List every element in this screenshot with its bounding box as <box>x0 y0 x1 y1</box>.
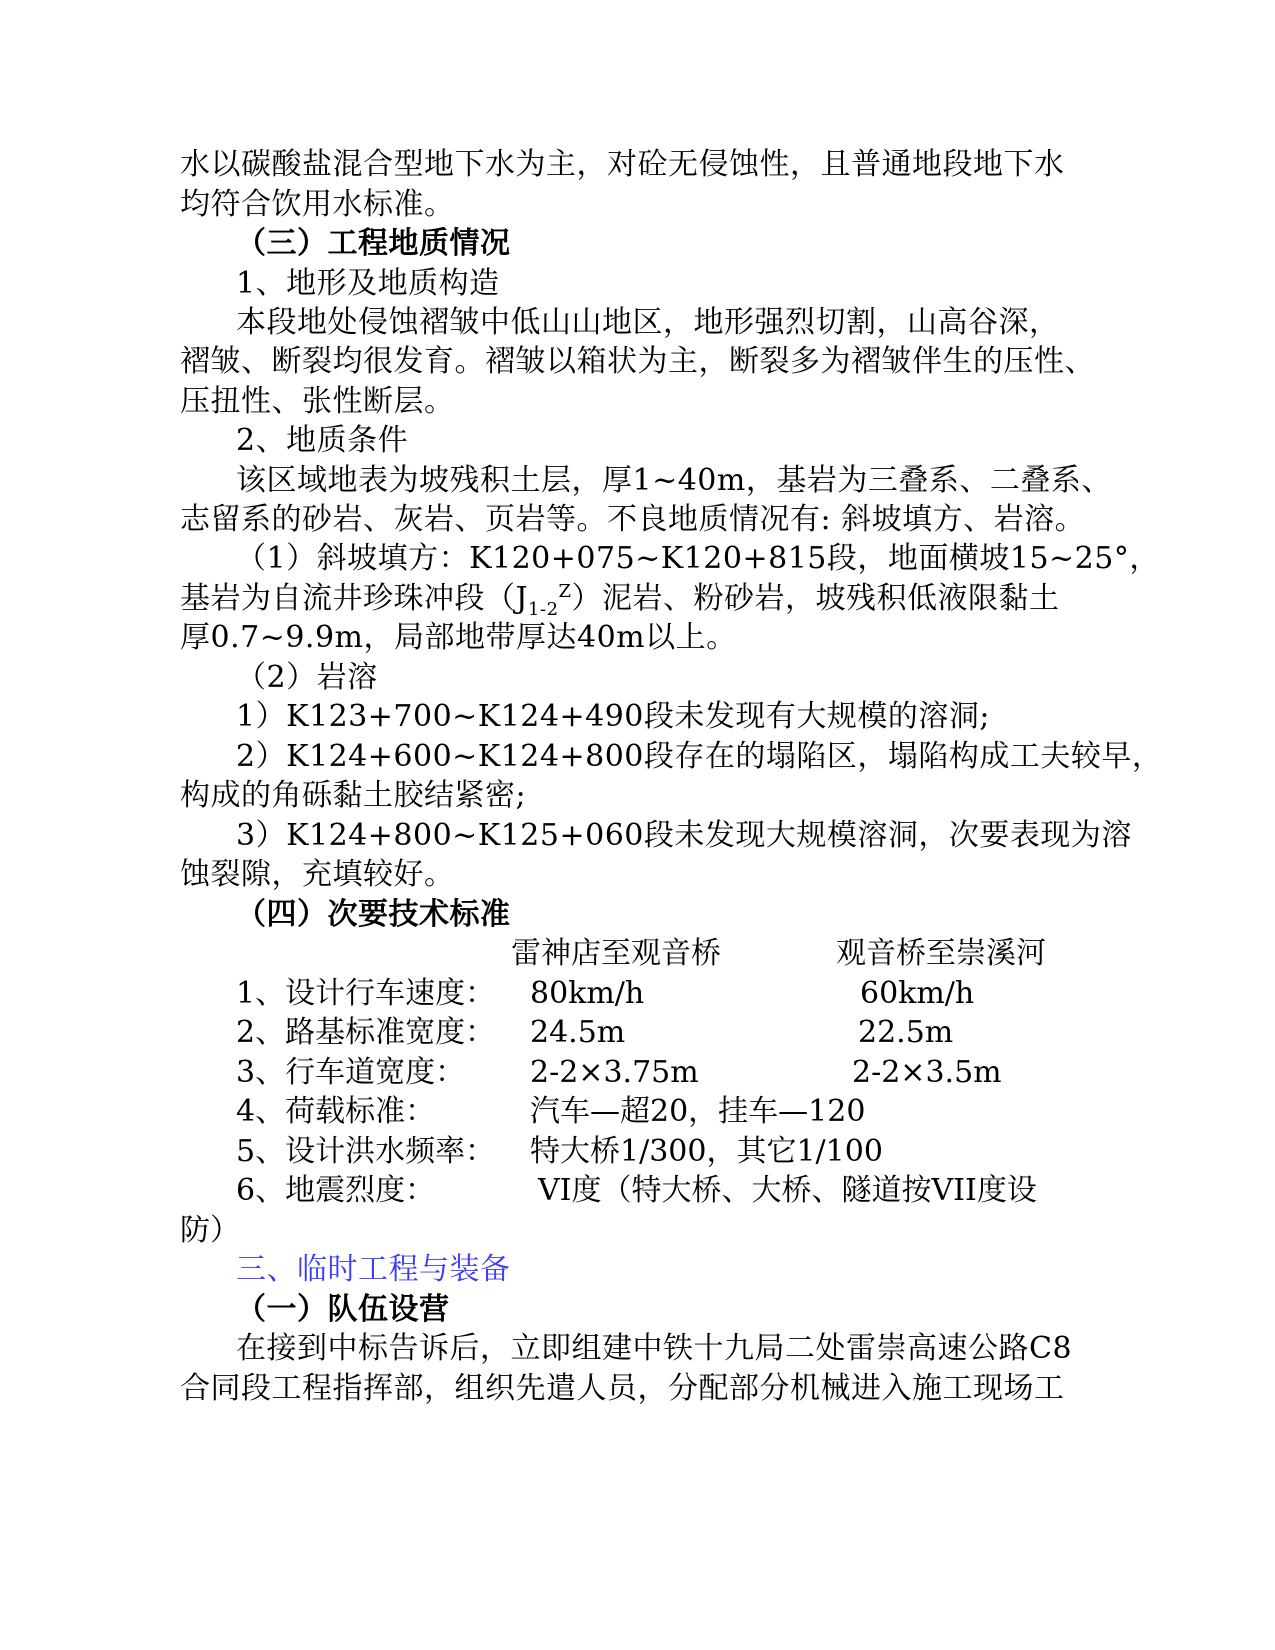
column-header: 雷神店至观音桥 <box>511 936 721 971</box>
paragraph-line: 合同段工程指挥部，组织先遣人员，分配部分机械进入施工现场工 <box>180 1371 1065 1406</box>
paragraph-line: 志留系的砂岩、灰岩、页岩等。不良地质情况有: 斜坡填方、岩溶。 <box>180 502 1086 537</box>
row-value: 24.5m <box>530 1015 626 1050</box>
paragraph-line: 3）K124+800~K125+060段未发现大规模溶洞，次要表现为溶 <box>236 818 1132 853</box>
row-label: 1、设计行车速度： <box>236 976 496 1011</box>
paragraph-line: 1）K123+700~K124+490段未发现有大规模的溶洞; <box>236 699 990 734</box>
row-label: 3、行车道宽度： <box>236 1055 466 1090</box>
subheading-terrain: 1、地形及地质构造 <box>236 266 500 301</box>
subscript: 1-2 <box>528 599 559 620</box>
paragraph-line: （1）斜坡填方：K120+075~K120+815段，地面横坡15~25°， <box>236 541 1160 576</box>
paragraph-line: 构成的角砾黏土胶结紧密; <box>180 778 527 813</box>
paragraph-line: 压扭性、张性断层。 <box>180 384 455 419</box>
subheading-karst: （2）岩溶 <box>236 660 378 695</box>
paragraph-line: 水以碳酸盐混合型地下水为主，对砼无侵蚀性，且普通地段地下水 <box>180 147 1065 182</box>
row-value: 特大桥1/300，其它1/100 <box>530 1134 883 1169</box>
column-header: 观音桥至崇溪河 <box>836 936 1046 971</box>
text-run: 基岩为自流井珍珠冲段（J <box>180 581 529 616</box>
paragraph-line: 褶皱、断裂均很发育。褶皱以箱状为主，断裂多为褶皱伴生的压性、 <box>180 344 1095 379</box>
section-heading-geology: （三）工程地质情况 <box>236 226 511 261</box>
paragraph-line: 该区域地表为坡残积土层，厚1~40m，基岩为三叠系、二叠系、 <box>236 463 1112 498</box>
section-heading-standards: （四）次要技术标准 <box>236 897 511 932</box>
subheading-conditions: 2、地质条件 <box>236 423 409 458</box>
text-run: ）泥岩、粉砂岩，坡残积低液限黏土 <box>571 581 1060 616</box>
row-value-continuation: 防） <box>180 1213 240 1248</box>
superscript: Z <box>558 581 572 602</box>
row-value: VI度（特大桥、大桥、隧道按VII度设 <box>538 1173 1037 1208</box>
paragraph-line: 均符合饮用水标准。 <box>180 187 455 222</box>
paragraph-line <box>180 579 1060 619</box>
row-value: 2-2×3.75m <box>530 1055 699 1090</box>
paragraph-line: 2）K124+600~K124+800段存在的塌陷区，塌陷构成工夫较早， <box>236 739 1163 774</box>
row-label: 2、路基标准宽度： <box>236 1015 496 1050</box>
row-value: 2-2×3.5m <box>852 1055 1002 1090</box>
row-label: 4、荷载标准： <box>236 1094 436 1129</box>
row-value: 80km/h <box>530 976 645 1011</box>
row-value: 60km/h <box>860 976 975 1011</box>
paragraph-line: 在接到中标告诉后，立即组建中铁十九局二处雷崇高速公路C8 <box>236 1331 1073 1366</box>
paragraph-line: 厚0.7~9.9m，局部地带厚达40m以上。 <box>180 620 737 655</box>
row-label: 5、设计洪水频率： <box>236 1134 496 1169</box>
row-value: 22.5m <box>858 1015 954 1050</box>
section-heading-temporary-works: 三、临时工程与装备 <box>236 1252 511 1287</box>
paragraph-line: 本段地处侵蚀褶皱中低山山地区，地形强烈切割，山高谷深， <box>236 305 1060 340</box>
section-heading-camp: （一）队伍设营 <box>236 1292 450 1327</box>
paragraph-line: 蚀裂隙，充填较好。 <box>180 857 455 892</box>
row-label: 6、地震烈度： <box>236 1173 436 1208</box>
row-value: 汽车—超20，挂车—120 <box>530 1094 866 1129</box>
